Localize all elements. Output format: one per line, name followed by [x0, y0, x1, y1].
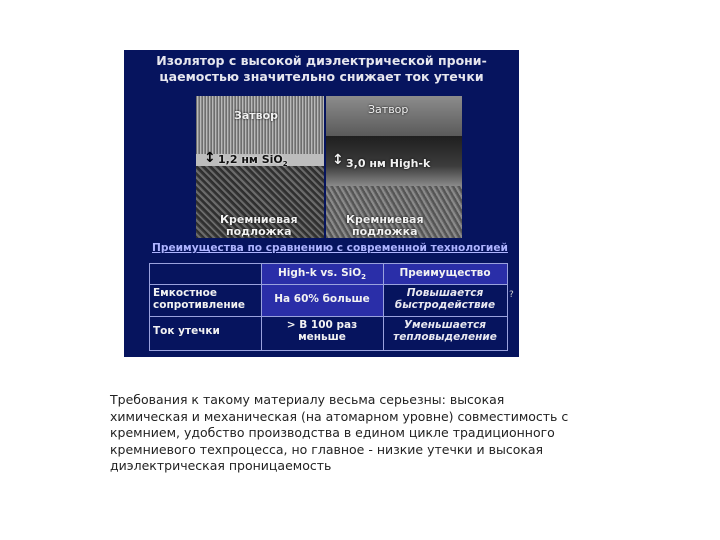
- col3-header: Преимущество: [399, 267, 491, 279]
- corner-mark: ?: [509, 290, 514, 300]
- comparison-table: [149, 263, 508, 351]
- row1-value: На 60% больше: [274, 293, 370, 305]
- gate-region: [196, 96, 324, 154]
- tem-image-high-k: [326, 96, 462, 238]
- table-divider: [150, 316, 507, 317]
- row2-advantage: Уменьшается тепловыделение: [393, 319, 497, 343]
- right-substrate-label: Кремниевая подложка: [346, 213, 424, 238]
- comparison-title: Преимущества по сравнению с современной технологией: [152, 242, 508, 254]
- left-substrate-label: Кремниевая подложка: [220, 213, 298, 238]
- gate-region: [326, 96, 462, 136]
- row1-advantage: Повышается быстродействие: [394, 287, 496, 311]
- col2-header: High-k vs. SiO$_2$: [277, 267, 367, 282]
- body-paragraph: Требования к такому материалу весьма серьезны: высокая химическая и механическая (на атомарном уровне) совместимость с кремнием, удобство производства в едином цикле традиционного кремниевого техпроцесса, но главное - низкие утечки и высокая диэлектрическая проницаемость: [110, 392, 569, 473]
- left-thickness-label: 1,2 нм SiO$_2$: [218, 153, 288, 169]
- slide-title-line-1: Изолятор с высокой диэлектрической прони-: [156, 53, 487, 68]
- right-dimension-arrow: ↕: [332, 152, 344, 168]
- slide-image: [124, 50, 519, 357]
- table-divider: [150, 284, 507, 285]
- left-gate-label: Затвор: [234, 109, 279, 122]
- row2-value: > В 100 раз меньше: [286, 319, 358, 343]
- right-gate-label: Затвор: [368, 103, 409, 116]
- slide-title: [124, 53, 519, 85]
- left-dimension-arrow: ↕: [204, 150, 216, 166]
- right-thickness-label: 3,0 нм High-k: [346, 157, 431, 170]
- slide-title-line-2: цаемостью значительно снижает ток утечки: [159, 69, 484, 84]
- row1-label: Емкостное сопротивление: [153, 287, 246, 311]
- row2-label: Ток утечки: [153, 325, 220, 337]
- tem-image-sio2: [196, 96, 324, 238]
